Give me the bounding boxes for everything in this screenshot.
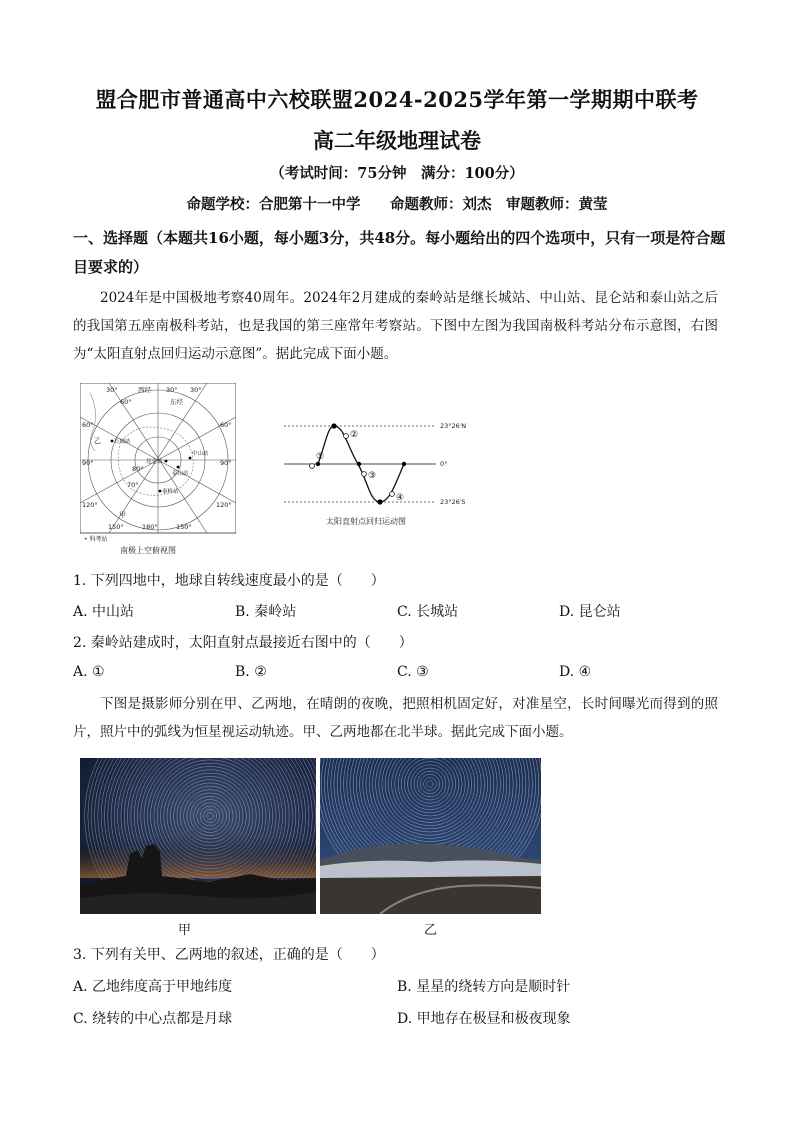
question-2-option-c[interactable]: C. ③: [397, 664, 429, 680]
question-3-option-b[interactable]: B. 星星的绕转方向是顺时针: [397, 979, 571, 995]
question-3-stem: 3. 下列有关甲、乙两地的叙述，正确的是（ ）: [73, 947, 385, 963]
exam-title: 盟合肥市普通高中六校联盟2024-2025学年第一学期期中联考: [95, 87, 699, 112]
sun-point-mark: ①: [316, 452, 325, 462]
sun-point-mark: ③: [368, 471, 377, 481]
question-1-option-b[interactable]: B. 秦岭站: [235, 604, 297, 620]
lat-label-s: 23°26′S: [440, 498, 466, 506]
station-kunlun: 昆仑站: [146, 459, 163, 465]
map-label: 120°: [216, 501, 232, 509]
question-2-option-a[interactable]: A. ①: [73, 664, 105, 680]
map-label: 30°: [106, 386, 118, 394]
passage-2: 下图是摄影师分别在甲、乙两地，在晴朗的夜晚，把照相机固定好，对准星空，长时间曝光而得到的照片，照片中的弧线为恒星视运动轨迹。甲、乙两地都在北半球。据此完成下面小题。: [73, 696, 718, 740]
passage-1: 2024年是中国极地考察40周年。2024年2月建成的秦岭站是继长城站、中山站、昆仑站和泰山站之后的我国第五座南极科考站，也是我国的第三座常年考察站。下图中左图为我国南极科考站分布示意图，右图为“太阳直射点回归运动示意图”。据此完成下面小题。: [73, 290, 718, 362]
map-label: 90°: [82, 459, 94, 467]
question-1-option-c[interactable]: C. 长城站: [397, 604, 459, 620]
station-zhongshan: 中山站: [192, 451, 209, 457]
question-2-stem: 2. 秦岭站建成时，太阳直射点最接近右图中的（ ）: [73, 635, 413, 651]
question-1-option-d[interactable]: D. 昆仑站: [559, 604, 621, 620]
question-1-stem: 1. 下列四地中，地球自转线速度最小的是（ ）: [73, 573, 385, 589]
map-label: 60°: [220, 421, 232, 429]
photo-yi: [320, 758, 541, 914]
sun-migration-figure: [282, 412, 494, 530]
map-label: 60°: [120, 398, 132, 406]
station-qinling: 秦岭站: [162, 489, 179, 495]
station-taishan: 泰山站: [172, 471, 189, 477]
map-label: 150°: [176, 523, 192, 531]
exam-subtitle: 高二年级地理试卷: [313, 128, 481, 153]
map-label: 乙: [94, 437, 101, 445]
map-caption: 南极上空俯视图: [120, 546, 176, 555]
map-label: 150°: [108, 523, 124, 531]
sun-figure-caption: 太阳直射点回归运动图: [326, 517, 406, 526]
map-label: 30°: [190, 386, 202, 394]
question-2-option-d[interactable]: D. ④: [559, 664, 592, 680]
question-2-option-b[interactable]: B. ②: [235, 664, 267, 680]
sun-point-mark: ②: [350, 430, 359, 440]
photo-yi-label: 乙: [424, 923, 438, 938]
map-legend: • 科考站: [84, 536, 108, 543]
question-3-option-c[interactable]: C. 绕转的中心点都是月球: [73, 1011, 233, 1027]
map-label: 甲: [119, 511, 126, 519]
sun-point-mark: ④: [396, 493, 405, 503]
map-label: 180°: [142, 523, 158, 531]
map-label: 30°: [166, 386, 178, 394]
map-label: 西经: [138, 386, 151, 394]
lat-label-n: 23°26′N: [440, 422, 467, 430]
question-1-option-a[interactable]: A. 中山站: [73, 604, 135, 620]
exam-authors: 命题学校：合肥第十一中学 命题教师：刘杰 审题教师：黄莹: [186, 196, 608, 213]
map-label: 东经: [170, 398, 183, 406]
question-3-option-a[interactable]: A. 乙地纬度高于甲地纬度: [73, 979, 233, 995]
map-label: 60°: [82, 421, 94, 429]
section-heading: 一、选择题（本题共16小题，每小题3分，共48分。每小题给出的四个选项中，只有一项是符合题目要求的）: [73, 229, 726, 276]
question-3-option-d[interactable]: D. 甲地存在极昼和极夜现象: [397, 1011, 571, 1027]
map-label: 70°: [127, 481, 139, 489]
antarctic-map-figure: [80, 383, 236, 555]
map-label: 80°: [132, 465, 144, 473]
lat-label-0: 0°: [440, 460, 448, 468]
map-label: 90°: [220, 459, 232, 467]
map-label: 120°: [82, 501, 98, 509]
photo-jia: [80, 758, 316, 914]
photo-jia-label: 甲: [178, 923, 192, 938]
station-greatwall: 长城站: [114, 439, 131, 445]
exam-time-info: （考试时间：75分钟 满分：100分）: [270, 165, 524, 182]
